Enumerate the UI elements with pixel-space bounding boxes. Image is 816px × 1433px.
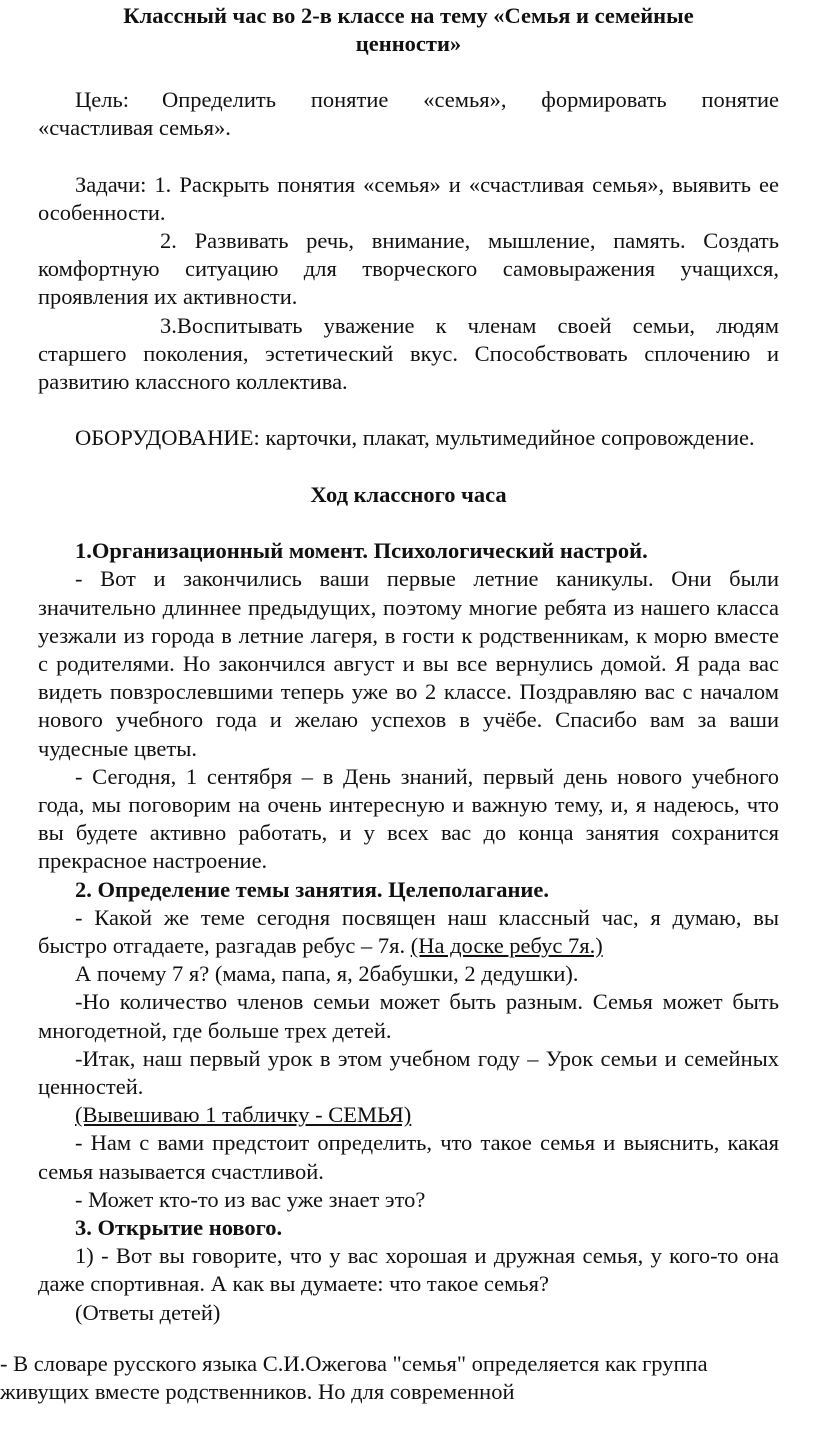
document-title (38, 2, 779, 58)
section-3-paragraph-1: 1) - Вот вы говорите, что у вас хорошая и дружная семья, у кого-то она даже спортивная. А как вы думаете: что такое семья? (38, 1243, 779, 1297)
goal-label: Цель: (75, 87, 129, 112)
goal-text: Определить понятие «семья», формировать понятие «счастливая семья». (38, 87, 779, 141)
section-2-paragraph-5 (38, 1101, 779, 1129)
document-tail (0, 1350, 800, 1406)
task-2-paragraph: 2. Развивать речь, внимание, мышление, память. Создать комфортную ситуацию для творческого самовыражения учащихся, проявления их активности. (38, 228, 779, 310)
task-3-paragraph: 3.Воспитывать уважение к членам своей семьи, людям старшего поколения, эстетический вкус. Способствовать сплочению и развитию классного коллектива. (38, 312, 779, 395)
section-2-heading: 2. Определение темы занятия. Целеполагание. (75, 876, 550, 902)
section-2-paragraph-1 (38, 904, 779, 960)
section-3-heading: 3. Открытие нового. (75, 1215, 283, 1241)
sign-note: (Вывешиваю 1 табличку - СЕМЬЯ) (75, 1102, 412, 1128)
rebus-note: (На доске ребус 7я.) (410, 933, 603, 959)
section-1-heading: 1.Организационный момент. Психологический настрой. (75, 538, 648, 564)
equipment-paragraph: ОБОРУДОВАНИЕ: карточки, плакат, мультимедийное сопровождение. (75, 425, 755, 451)
tail-line-2: живущих вместе родственников. Но для современной (0, 1379, 515, 1405)
section-2-paragraph-7: - Может кто-то из вас уже знает это? (75, 1186, 426, 1212)
title-line-2: ценности» (355, 31, 462, 57)
section-1-paragraph-1: - Вот и закончились ваши первые летние каникулы. Они были значительно длиннее предыдущих, поэтому многие ребята из нашего класса уезжали из города в летние лагеря, в гости к родственникам, к морю вместе с родителями. Но закончился август и вы все вернулись домой. Я рада вас видеть повзрослевшими теперь уже во 2 классе. Поздравляю вас с началом нового учебного года и желаю успехов в учёбе. Спасибо вам за ваши чудесные цветы. (38, 566, 779, 761)
tail-line-1: - В словаре русского языка С.И.Ожегова "семья" определяется как группа (0, 1351, 708, 1376)
section-2-paragraph-3: -Но количество членов семьи может быть разным. Семья может быть многодетной, где больше трех детей. (38, 989, 779, 1043)
title-line-1: Классный час во 2-в классе на тему «Семья и семейные (123, 3, 694, 28)
section-2-paragraph-4: -Итак, наш первый урок в этом учебном году – Урок семьи и семейных ценностей. (38, 1045, 779, 1100)
course-heading: Ход классного часа (310, 481, 507, 507)
goal-paragraph (38, 86, 779, 142)
section-1-paragraph-2: - Сегодня, 1 сентября – в День знаний, первый день нового учебного года, мы поговорим на очень интересную и важную тему, и, я надеюсь, что вы будете активно работать, и у всех вас до конца занятия сохранится прекрасное настроение. (38, 763, 779, 874)
section-2-paragraph-2: А почему 7 я? (мама, папа, я, 2бабушки, 2 дедушки). (75, 961, 579, 987)
rebus-text: - Какой же теме сегодня посвящен наш классный час, я думаю, вы быстро отгадаете, разгадав ребус – 7я. (38, 904, 779, 959)
task-1-paragraph: Задачи: 1. Раскрыть понятия «семья» и «счастливая семья», выявить ее особенности. (38, 171, 779, 225)
document-body (38, 86, 779, 1327)
section-2-paragraph-6: - Нам с вами предстоит определить, что такое семья и выяснить, какая семья называется счастливой. (38, 1130, 779, 1184)
section-3-paragraph-2: (Ответы детей) (75, 1299, 221, 1325)
